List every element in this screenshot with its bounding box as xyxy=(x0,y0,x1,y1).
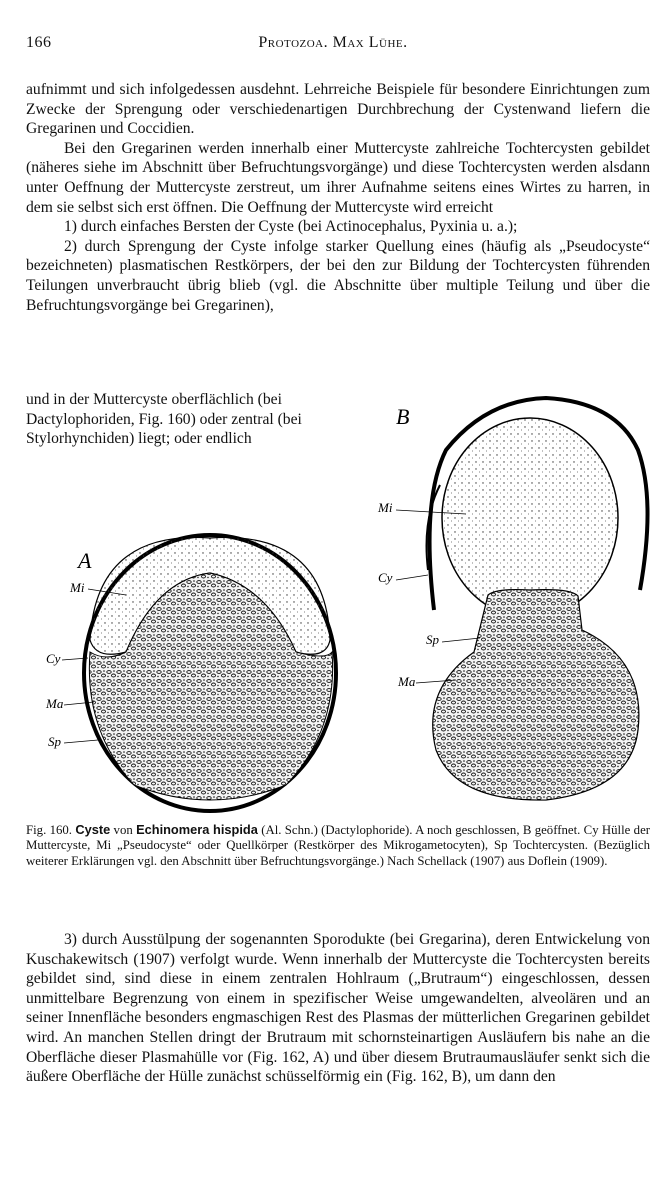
caption-fig-number: Fig. 160. xyxy=(26,823,72,837)
running-title: Protozoa. Max Lühe. xyxy=(258,34,408,51)
paragraph-2: Bei den Gregarinen werden innerhalb einer Muttercyste zahlreiche Tochtercysten gebildet (näheres siehe im Abschnitt über Befruchtungsvorgänge) und diese Tochtercysten werden alsdann unter Oeffnung der Muttercyste zerstreut, um ihrer Aufnahme seitens eines Wirtes zu harren, in dem sie selbst sich erst öffnen. Die Oeffnung der Muttercyste wird erreicht xyxy=(26,139,650,216)
panel-a xyxy=(45,535,336,811)
panel-a-label-cy: Cy xyxy=(46,651,61,666)
panel-a-label-sp: Sp xyxy=(48,734,61,749)
panel-b-label-mi: Mi xyxy=(378,500,393,515)
body-text-bottom xyxy=(26,930,650,1087)
paragraph-4: 2) durch Sprengung der Cyste infolge starker Quellung eines (häufig als „Pseudocyste“ bezeichneten) plasmatischen Restkörpers, der bei den zur Bildung der Tochtercysten führenden Teilungen unverbraucht übrig blieb (vgl. die Abschnitte über multiple Teilung und über die Befruchtungsvorgänge bei Gregarinen), xyxy=(26,237,650,314)
caption-title-von: von xyxy=(113,823,133,837)
figure-caption xyxy=(26,822,650,869)
body-text-top xyxy=(26,80,650,315)
caption-text: (Al. Schn.) (Dactylophoride). A noch geschlossen, B geöffnet. Cy Hülle der Muttercyste, Mi „Pseudocyste“ oder Quellkörper (Restkörper des Mikrogametocyten), Sp Tochtercysten. (Bezüglich weiterer Erklärungen vgl. den Abschnitt über Befruchtungsvorgänge.) Nach Schellack (1907) aus Doflein (1909). xyxy=(26,823,651,868)
panel-b-label-ma: Ma xyxy=(398,674,416,689)
paragraph-3: 1) durch einfaches Bersten der Cyste (bei Actinocephalus, Pyxinia u. a.); xyxy=(64,218,518,236)
panel-b-letter: B xyxy=(396,404,410,429)
panel-b-label-sp: Sp xyxy=(426,632,439,647)
panel-b xyxy=(377,398,648,800)
figure-160-illustration xyxy=(26,390,656,820)
paragraph-1: aufnimmt und sich infolgedessen ausdehnt. Lehrreiche Beispiele für besondere Einrichtungen zum Zwecke der Sprengung oder verschiedenartigen Durchbrechung der Cystenwand liefern die Gregarinen und Coccidien. xyxy=(26,81,650,138)
panel-a-label-ma: Ma xyxy=(46,696,64,711)
panel-a-letter: A xyxy=(78,548,92,573)
running-header xyxy=(26,34,640,56)
paragraph-5: 3) durch Ausstülpung der sogenannten Sporodukte (bei Gregarina), deren Entwickelung von Kuschakewitsch (1907) verfolgt wurde. Wenn innerhalb der Muttercyste die Tochtercysten bereits gebildet sind, sind diese in einem zentralen Hohlraum („Brutraum“) eingeschlossen, dessen unmittelbare Begrenzung von einem in spezifischer Weise umgewandelten, alveolären und an seiner Innenfläche besonders engmaschigen Rest des Plasmas der mütterlichen Gregarinen gebildet wird. An manchen Stellen dringt der Brutraum mit schornsteinartigen Ausläufern bis nahe an die Oberfläche dieser Plasmahülle vor (Fig. 162, A) und über diesem Brutraumausläufer senkt sich die äußere Oberfläche der Hülle zunächst schüsselförmig ein (Fig. 162, B), um dann den xyxy=(26,931,650,1086)
page-number: 166 xyxy=(26,34,52,51)
panel-b-label-cy: Cy xyxy=(378,570,393,585)
caption-title: Cyste xyxy=(75,822,111,837)
caption-species: Echinomera hispida xyxy=(136,822,258,837)
panel-a-label-mi: Mi xyxy=(70,580,85,595)
figure-160 xyxy=(26,390,656,820)
body-text-narrow: und in der Muttercyste oberflächlich (bei Dactylophoriden, Fig. 160) oder zentral (bei Stylorhynchiden) liegt; oder endlich xyxy=(26,391,302,448)
